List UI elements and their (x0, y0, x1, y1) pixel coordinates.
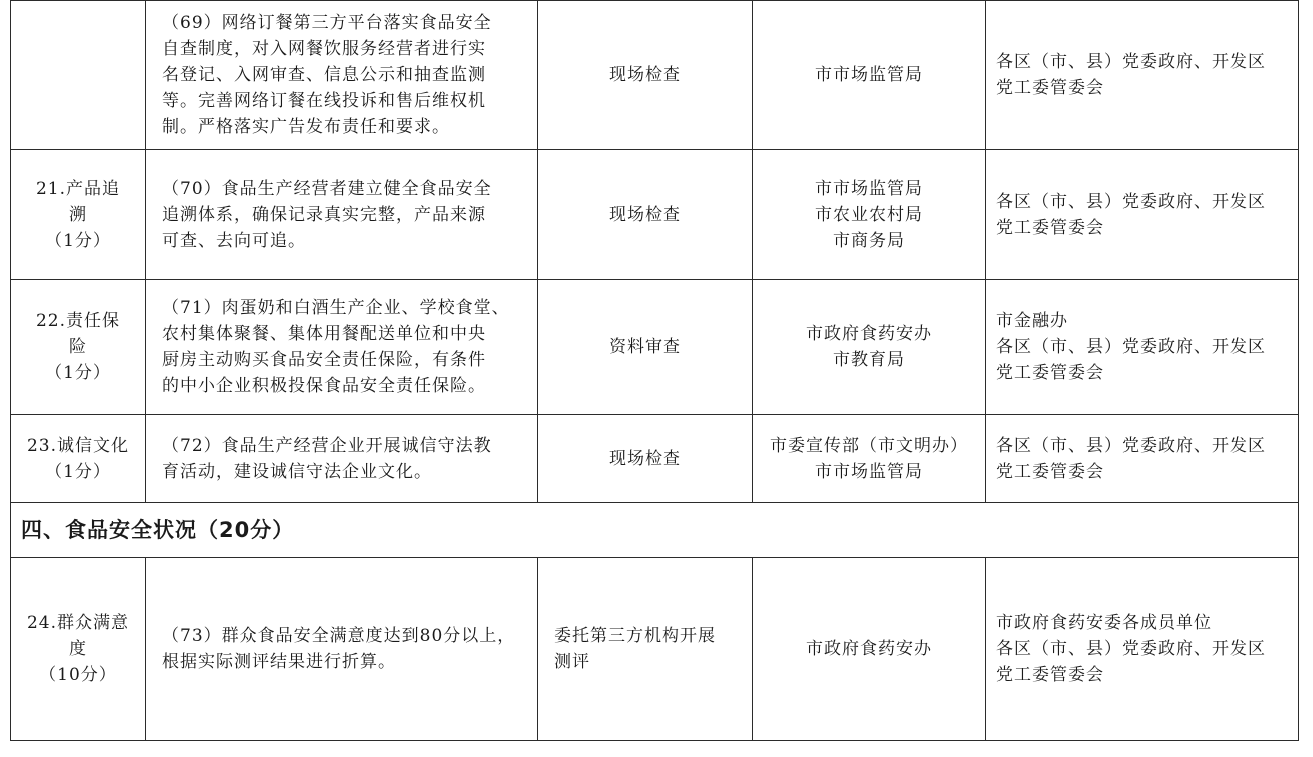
responsible-cell (986, 1, 1299, 150)
item-cell (11, 1, 146, 150)
content-line: 自查制度，对入网餐饮服务经营者进行实 (162, 39, 486, 59)
lead-dept-line: 市商务局 (833, 230, 905, 251)
item-line: 溯 (69, 204, 87, 225)
method-cell (538, 415, 753, 503)
responsible-cell (986, 558, 1299, 741)
table-row (11, 1, 1299, 150)
lead-dept-line: 市市场监管局 (815, 178, 923, 199)
lead-dept-line: 市农业农村局 (815, 204, 923, 225)
item-line: 22.责任保 (35, 311, 121, 331)
content-line: 可查、去向可追。 (162, 230, 306, 251)
content-line: 制。严格落实广告发布责任和要求。 (162, 117, 450, 137)
item-line: （1分） (45, 363, 111, 383)
content-line: 名登记、入网审查、信息公示和抽查监测 (162, 65, 486, 85)
method-line: 现场检查 (609, 448, 681, 469)
table-row (11, 415, 1299, 503)
responsible-cell (986, 415, 1299, 503)
content-line: 育活动，建设诚信守法企业文化。 (162, 461, 432, 482)
item-line: 21.产品追 (35, 178, 121, 199)
responsible-line: 党工委管委会 (996, 78, 1104, 98)
responsible-line: 党工委管委会 (996, 363, 1104, 383)
content-cell (146, 558, 538, 741)
content-line: （69）网络订餐第三方平台落实食品安全 (162, 13, 492, 33)
content-line: 的中小企业积极投保食品安全责任保险。 (162, 376, 486, 396)
content-cell (146, 150, 538, 280)
content-cell (146, 415, 538, 503)
section-row (11, 503, 1299, 558)
lead-dept-cell (753, 558, 986, 741)
method-cell (538, 280, 753, 415)
lead-dept-line: 市委宣传部（市文明办） (770, 435, 968, 456)
content-line: 厨房主动购买食品安全责任保险，有条件 (162, 350, 486, 370)
lead-dept-cell (753, 150, 986, 280)
evaluation-table (10, 0, 1299, 741)
lead-dept-cell (753, 1, 986, 150)
item-line: （1分） (45, 461, 111, 482)
table-row (11, 150, 1299, 280)
responsible-line: 党工委管委会 (996, 217, 1104, 238)
lead-dept-line: 市政府食药安办 (806, 324, 932, 344)
content-line: （70）食品生产经营者建立健全食品安全 (162, 178, 492, 199)
item-line: （1分） (45, 230, 111, 251)
item-cell (11, 280, 146, 415)
responsible-line: 各区（市、县）党委政府、开发区 (996, 52, 1266, 72)
lead-dept-line: 市教育局 (833, 350, 905, 370)
lead-dept-line: 市政府食药安办 (806, 639, 932, 659)
responsible-line: 各区（市、县）党委政府、开发区 (996, 639, 1266, 659)
lead-dept-cell (753, 280, 986, 415)
item-line: 度 (69, 639, 87, 659)
method-line: 委托第三方机构开展 (554, 626, 716, 646)
content-line: （72）食品生产经营企业开展诚信守法教 (162, 435, 492, 456)
item-cell (11, 558, 146, 741)
section-title: 四、食品安全状况（20分） (21, 518, 295, 542)
method-line: 现场检查 (609, 204, 681, 225)
method-line: 现场检查 (609, 65, 681, 85)
responsible-line: 市金融办 (996, 311, 1068, 331)
content-cell (146, 280, 538, 415)
item-cell (11, 415, 146, 503)
method-cell (538, 558, 753, 741)
item-line: 险 (69, 337, 87, 357)
content-line: 农村集体聚餐、集体用餐配送单位和中央 (162, 324, 486, 344)
method-cell (538, 1, 753, 150)
lead-dept-cell (753, 415, 986, 503)
responsible-line: 各区（市、县）党委政府、开发区 (996, 337, 1266, 357)
content-line: 等。完善网络订餐在线投诉和售后维权机 (162, 91, 486, 111)
method-line: 测评 (554, 652, 590, 672)
content-line: 根据实际测评结果进行折算。 (162, 652, 396, 672)
item-line: 23.诚信文化 (26, 435, 130, 456)
content-line: （73）群众食品安全满意度达到80分以上， (162, 626, 516, 646)
content-line: （71）肉蛋奶和白酒生产企业、学校食堂、 (162, 298, 510, 318)
section-header (11, 503, 1299, 558)
method-line: 资料审查 (609, 337, 681, 357)
lead-dept-line: 市市场监管局 (815, 461, 923, 482)
responsible-line: 各区（市、县）党委政府、开发区 (996, 191, 1266, 212)
content-line: 追溯体系，确保记录真实完整，产品来源 (162, 204, 486, 225)
item-line: （10分） (39, 665, 117, 685)
responsible-line: 各区（市、县）党委政府、开发区 (996, 435, 1266, 456)
lead-dept-line: 市市场监管局 (815, 65, 923, 85)
responsible-cell (986, 280, 1299, 415)
document-page (10, 0, 1298, 741)
content-cell (146, 1, 538, 150)
method-cell (538, 150, 753, 280)
responsible-line: 市政府食药安委各成员单位 (996, 613, 1212, 633)
table-row (11, 280, 1299, 415)
responsible-cell (986, 150, 1299, 280)
responsible-line: 党工委管委会 (996, 461, 1104, 482)
item-cell (11, 150, 146, 280)
table-row (11, 558, 1299, 741)
responsible-line: 党工委管委会 (996, 665, 1104, 685)
item-line: 24.群众满意 (26, 613, 130, 633)
